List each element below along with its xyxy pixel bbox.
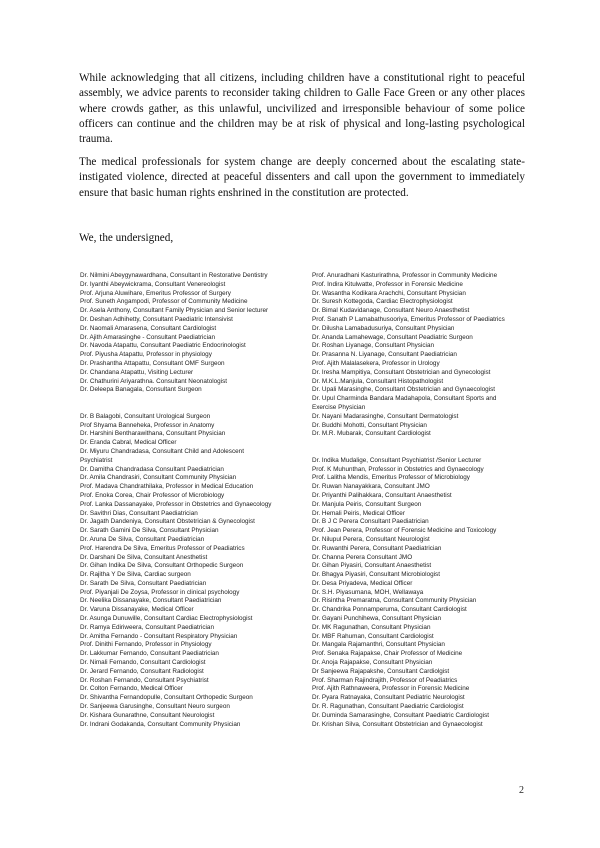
signatory-entry: Dr. M.K.L.Manjula, Consultant Histopathologist [312,377,444,385]
signatory-entry: Dr. Chandrika Ponnamperuma, Consultant Cardiologist [312,606,467,614]
signatory-entry: Prof. Ajith Rathnaweera, Professor in Forensic Medicine [312,685,470,693]
signatory-entry: Dr. Anoja Rajapakse, Consultant Physician [312,659,433,667]
page-number: 2 [519,785,524,796]
signatory-entry: Dr. S.H. Piyasumana, MOH, Wellawaya [312,588,424,596]
signatory-entry: Prof. Sanath P Lamabathusooriya, Emeritus Professor of Paediatrics [312,315,505,323]
signatory-entry: Dr. Nayani Madarasinghe, Consultant Dermatologist [312,412,459,420]
signatory-entry: Dr. Deleepa Banagala, Consultant Surgeon [80,386,202,394]
signatory-entry: Dr. Eranda Cabral, Medical Officer [80,439,177,447]
signatory-entry: Dr. Jerard Fernando, Consultant Radiologist [80,667,204,675]
signatory-entry: Dr. Nimali Fernando, Consultant Cardiologist [80,659,206,667]
signatory-entry: Dr. Gayani Punchihewa, Consultant Physician [312,615,442,623]
signatory-entry: Dr. Bimal Kudavidanage, Consultant Neuro Anaesthetist [312,307,470,315]
signatory-entry: Dr. Savithri Dias, Consultant Paediatrician [80,509,198,517]
signatory-entry: Prof. Ajith Malalasekera, Professor in Urology [312,359,440,367]
signatory-entry: Dr. Ananda Lamahewage, Consultant Peadiatric Surgeon [312,333,473,341]
signatory-entry: Dr. Roshan Liyanage, Consultant Physician [312,342,435,350]
signatory-entry: Prof. Dinithi Fernando, Professor in Physiology [80,641,212,649]
signatory-entry: Dr. Iyanthi Abeywickrama, Consultant Venereologist [80,280,226,288]
signatory-entry: Prof. Lanka Dassanayake, Professor in Obstetrics and Gynaecology [80,500,272,508]
signatory-entry: Dr. MBF Rahuman, Consultant Cardiologist [312,632,434,640]
signatory-entry: Dr. Chathurini Ariyarathna. Consultant Neonatologist [80,377,228,385]
signatory-entry: Dr. Aruna De Silva, Consultant Paediatrician [80,535,205,543]
signatory-entry: Dr. Desa Priyadeva, Medical Officer [312,579,413,587]
signatory-entry: Dr. Harshini Bentharawithana, Consultant Physician [80,430,226,438]
signatory-entry: Exercise Physician [312,403,366,411]
signatory-entry: Dr. Varuna Dissanayake, Medical Officer [80,606,194,614]
signatory-entry: Dr. Gihan Indika De Silva, Consultant Orthopedic Surgeon [80,562,244,570]
signatory-entry: Dr. Darshani De Silva, Consultant Anesthetist [80,553,208,561]
signatory-entry: Prof. Piyusha Atapattu, Professor in physiology [80,351,212,359]
signatory-entry: Prof Shyama Banneheka, Professor in Anatomy [80,421,215,429]
signatory-entry: Dr. Deshan Adhihetty, Consultant Paediatric Intensivist [80,315,233,323]
signoff-text: We, the undersigned, [79,232,174,244]
signatory-entry: Prof. Indira Kitulwatte, Professor in Forensic Medicine [312,280,463,288]
signatory-entry: Dr. Shivantha Fernandopulle, Consultant Orthopedic Surgeon [80,694,253,702]
signatory-entry: Prof. Piyanjali De Zoysa, Professor in clinical psychology [80,588,240,596]
signatory-entry: Dr. Indika Mudalige, Consultant Psychiatrist /Senior Lecturer [312,456,482,464]
signatory-entry [80,395,302,404]
signatory-entry: Dr. Bhagya Piyasiri, Consultant Microbiologist [312,571,440,579]
signatory-entry: Dr. Roshan Fernando, Consultant Psychiatrist [80,676,209,684]
signatory-entry: Dr. Hemali Peiris, Medical Officer [312,509,405,517]
signatories-left-column [80,272,302,729]
signatory-entry: Prof. Anuradhani Kasturirathna, Professor in Community Medicine [312,272,498,279]
signatory-entry: Dr. Colton Fernando, Medical Officer [80,685,183,693]
signatory-entry [312,448,534,457]
signatory-entry: Prof. Suneth Angampodi, Professor of Community Medicine [80,298,248,306]
signatory-entry: Prof. Enoka Corea, Chair Professor of Microbiology [80,491,225,499]
signatory-entry: Dr. Lakkumar Fernando, Consultant Paediatrician [80,650,219,658]
signatory-entry: Prof. Sharman Rajindrajith, Professor of Peadiatrics [312,676,458,684]
signatory-entry: Dr. Buddhi Mohotti, Consultant Physician [312,421,427,429]
signatory-entry: Dr. Indrani Godakanda, Consultant Community Physician [80,720,241,728]
signatory-entry: Prof. Jean Perera, Professor of Forensic Medicine and Toxicology [312,527,497,535]
signatory-entry: Dr. Suresh Kottegoda, Cardiac Electrophysiologist [312,298,453,306]
signatory-entry: Dr. Chandana Atapattu, Visiting Lecturer [80,368,194,376]
signatory-entry: Dr. Neelika Dissanayake, Consultant Paediatrician [80,597,222,605]
signatory-entry: Dr. Upali Marasinghe, Consultant Obstetrician and Gynaecologist [312,386,496,394]
signatory-entry: Dr. Nilmini Abeygynawardhana, Consultant in Restorative Dentistry [80,272,268,279]
signatory-entry: Dr. Amitha Fernando - Consultant Respiratory Physician [80,632,238,640]
signatory-entry: Dr. Sarath De Silva, Consultant Paediatrician [80,579,207,587]
signatory-entry: Dr. Asela Anthony, Consultant Family Physician and Senior lecturer [80,307,269,315]
signatory-entry: Prof. K Muhunthan, Professor in Obstetrics and Gynaecology [312,465,484,473]
signatory-entry: Dr. Miyuru Chandradasa, Consultant Child and Adolescent [80,447,244,455]
signatory-entry: Dr. Gihan Piyasiri, Consultant Anaesthetist [312,562,432,570]
signatory-entry: Dr. M.R. Mubarak, Consultant Cardiologist [312,430,431,438]
signatory-entry: Dr. Manjula Peiris, Consultant Surgeon [312,500,422,508]
signatory-entry: Dr. Amila Chandrasiri, Consultant Community Physician [80,474,237,482]
signatory-entry: Dr. R. Ragunathan, Consultant Paediatric Cardiologist [312,703,464,711]
signatory-entry: Dr. Channa Perera Consultant JMO [312,553,413,561]
signatory-entry: Dr. Dilusha Lamabadusuriya, Consultant Physician [312,324,455,332]
signatory-entry: Dr. Kishara Gunarathne, Consultant Neurologist [80,711,215,719]
signatories-right-column [312,272,534,729]
signatory-entry: Dr. Damitha Chandradasa Consultant Paediatrician [80,465,224,473]
signatory-entry: Dr. Risintha Premaratna, Consultant Community Physician [312,597,477,605]
signatory-entry [312,439,534,448]
signatory-entry: Dr. B Balagobi, Consultant Urological Surgeon [80,412,211,420]
signatory-entry: Dr. Priyanthi Palihakkara, Consultant Anaesthetist [312,491,452,499]
signatory-entry: Dr. Ruwan Nanayakkara, Consultant JMO [312,483,430,491]
signatory-entry: Dr. Ramya Ediriweera, Consultant Paediatrician [80,623,214,631]
paragraph-concern-violence: The medical professionals for system change are deeply concerned about the escalating state-instigated violence, directed at peaceful dissenters and call upon the government to immediately ensure that basic human rights enshrined in the constitution are protected. [79,156,525,199]
signatory-entry: Dr. Prasanna N. Liyanage, Consultant Paediatrician [312,351,457,359]
signatory-entry: Prof. Madava Chandrathilaka, Professor in Medical Education [80,483,254,491]
paragraph-advice-parents: While acknowledging that all citizens, including children have a constitutional right to peaceful assembly, we advice parents to reconsider taking children to Galle Face Green or any other places where crowds gather, as this unlawful, uncivilized and irresponsible behaviour of some police officers can continue and the children may be at risk of physical and long-lasting psychological trauma. [79,72,525,146]
signatory-entry: Prof. Harendra De Silva, Emeritus Professor of Peadiatrics [80,544,245,552]
signatory-entry: Dr. Ruwanthi Perera, Consultant Paediatrician [312,544,442,552]
signatory-entry: Dr. Ajith Amarasinghe - Consultant Paediatrician [80,333,216,341]
signatory-entry: Dr. Rajitha Y De Silva, Cardiac surgeon [80,571,191,579]
signatory-entry: Dr. Navoda Atapattu, Consultant Paediatric Endocrinologist [80,342,246,350]
signatory-entry: Dr. Duminda Samarasinghe, Consultant Paediatric Cardiologist [312,711,490,719]
signatory-entry: Dr. Prashantha Attapattu, Consultant OMF Surgeon [80,359,225,367]
signatory-entry: Prof. Arjuna Aluwihare, Emeritus Professor of Surgery [80,289,231,297]
signatory-entry: Psychiatrist [80,456,113,464]
signatory-entry: Dr. Krishan Silva, Consultant Obstetrician and Gynaecologist [312,720,483,728]
signatory-entry [80,404,302,413]
signatory-entry: Dr. Pyara Ratnayaka, Consultant Pediatric Neurologist [312,694,465,702]
signatory-entry: Prof. Lalitha Mendis, Emeritus Professor of Microbiology [312,474,470,482]
signatory-entry: Dr. Asunga Dunuwille, Consultant Cardiac Electrophysiologist [80,615,253,623]
signatory-entry: Dr. Naomali Amarasena, Consultant Cardiologist [80,324,217,332]
signatory-entry: Dr. Iresha Mampitiya, Consultant Obstetrician and Gynecologist [312,368,491,376]
signatory-entry: Dr. Wasantha Kodikara Arachchi, Consultant Physician [312,289,466,297]
signatory-entry: Dr. Mangala Rajamanthri, Consultant Physician [312,641,445,649]
signatory-entry: Dr Sanjeewa Rajapakshe, Consultant Cardiolgist [312,667,450,675]
signatory-entry: Dr. Sarath Gamini De Silva, Consultant Physician [80,527,219,535]
signatory-entry: Dr. Sanjeewa Garusinghe, Consultant Neuro surgeon [80,703,230,711]
signatory-entry: Dr. B J C Perera Consultant Paediatrician [312,518,429,526]
signatory-entry: Dr. MK Ragunathan, Consultant Physician [312,623,431,631]
signatory-entry: Dr. Jagath Dandeniya, Consultant Obstetrician & Gynecologist [80,518,255,526]
signatory-entry: Dr. Upul Charminda Bandara Madahapola, Consultant Sports and [312,395,497,403]
signatory-entry: Dr. Nilupul Perera, Consultant Neurologist [312,535,430,543]
signatory-entry: Prof. Senaka Rajapakse, Chair Professor of Medicine [312,650,463,658]
